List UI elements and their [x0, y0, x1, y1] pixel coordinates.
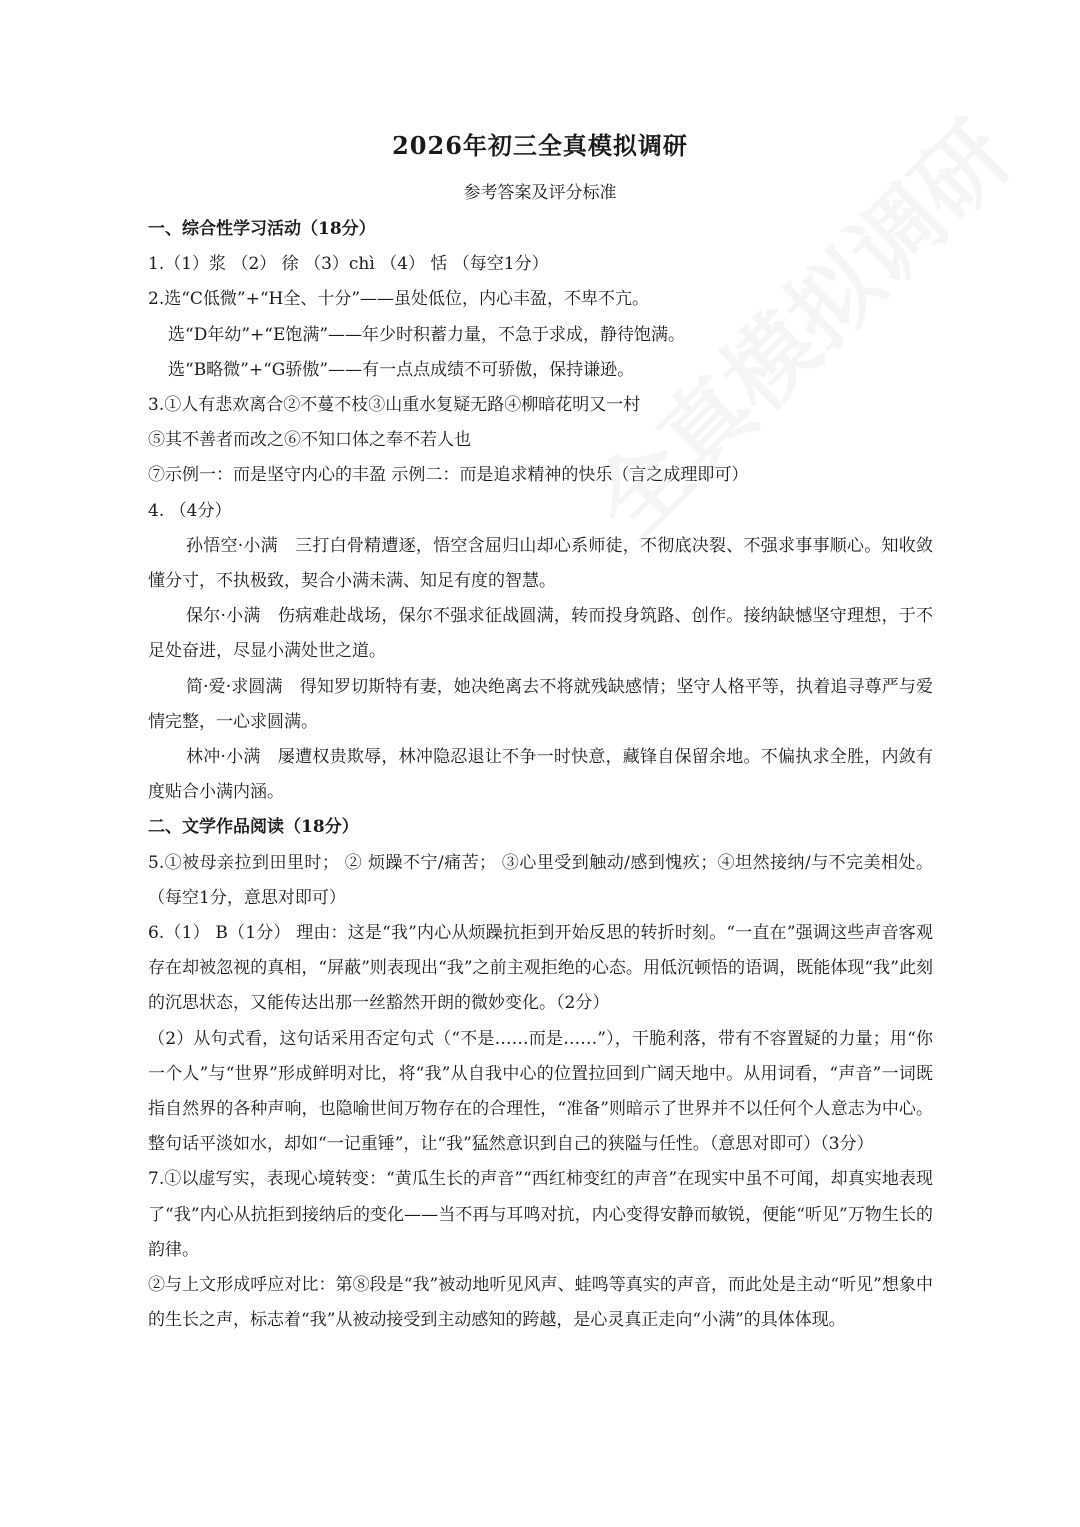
answer-q4: 4. （4分）	[148, 500, 232, 521]
answer-q7-part2: ②与上文形成呼应对比：第⑧段是“我”被动地听见风声、蛙鸣等真实的声音，而此处是主动“听见”想象中的生长之声，标志着“我”从被动接受到主动感知的跨越，是心灵真正走向“小满”的具体体现。	[148, 1275, 933, 1331]
answer-content	[148, 212, 933, 1339]
answer-q6-part2: （2）从句式看，这句话采用否定句式（“不是……而是……”），干脆利落，带有不容置疑的力量；用“你一个人”与“世界”形成鲜明对比，将“我”从自我中心的位置拉回到广阔天地中。从用词看，“声音”一词既指自然界的各种声响，也隐喻世间万物存在的合理性，“准备”则暗示了世界并不以任何个人意志为中心。整句话平淡如水，却如“一记重锤”，让“我”猛然意识到自己的狭隘与任性。（意思对即可）（3分）	[148, 1028, 933, 1155]
answer-q5: 5.①被母亲拉到田里时； ② 烦躁不宁/痛苦； ③心里受到触动/感到愧疚；④坦然接纳/与不完美相处。（每空1分，意思对即可）	[148, 852, 933, 908]
document-title: 2026年初三全真模拟调研	[392, 131, 688, 160]
answer-q3-line: ⑤其不善者而改之⑥不知口体之奉不若人也	[148, 430, 471, 451]
answer-q3-line: ⑦示例一：而是坚守内心的丰盈 示例二：而是追求精神的快乐（言之成理即可）	[148, 465, 749, 486]
answer-q2-option: 选“B略微”+“G骄傲”——有一点点成绩不可骄傲，保持谦逊。	[168, 359, 635, 380]
answer-q7: 7.①以虚写实，表现心境转变：“黄瓜生长的声音”“西红柿变红的声音”在现实中虽不可闻，却真实地表现了“我”内心从抗拒到接纳后的变化——当不再与耳鸣对抗，内心变得安静而敏锐，便能“听见”万物生长的韵律。	[148, 1169, 933, 1260]
answer-q4-paragraph: 保尔·小满 伤病难赴战场，保尔不强求征战圆满，转而投身筑路、创作。接纳缺憾坚守理想，于不足处奋进，尽显小满处世之道。	[148, 606, 933, 662]
answer-q4-paragraph: 林冲·小满 屡遭权贵欺辱，林冲隐忍退让不争一时快意，藏锋自保留余地。不偏执求全胜，内敛有度贴合小满内涵。	[148, 747, 933, 803]
answer-q4-paragraph: 孙悟空·小满 三打白骨精遭逐，悟空含屈归山却心系师徒，不彻底决裂、不强求事事顺心。知收敛懂分寸，不执极致，契合小满未满、知足有度的智慧。	[148, 535, 933, 592]
answer-q3: 3.①人有悲欢离合②不蔓不枝③山重水复疑无路④柳暗花明又一村	[148, 395, 641, 416]
answer-q2: 2.选“C低微”+“H全、十分”——虽处低位，内心丰盈，不卑不亢。	[148, 289, 650, 310]
section-heading: 二、文学作品阅读（18分）	[148, 817, 359, 838]
answer-q2-option: 选“D年幼”+“E饱满”——年少时积蓄力量，不急于求成，静待饱满。	[168, 324, 686, 345]
answer-q1: 1.（1）浆 （2） 徐 （3）chì （4） 恬 （每空1分）	[148, 254, 549, 275]
document-subtitle: 参考答案及评分标准	[463, 183, 617, 203]
answer-q6: 6.（1） B（1分） 理由：这是“我”内心从烦躁抗拒到开始反思的转折时刻。“一直在”强调这些声音客观存在却被忽视的真相，“屏蔽”则表现出“我”之前主观拒绝的心态。用低沉顿悟的语调，既能体现“我”此刻的沉思状态，又能传达出那一丝豁然开朗的微妙变化。（2分）	[148, 923, 933, 1014]
section-heading: 一、综合性学习活动（18分）	[148, 219, 376, 239]
answer-q4-paragraph: 简·爱·求圆满 得知罗切斯特有妻，她决绝离去不将就残缺感情；坚守人格平等，执着追寻尊严与爱情完整，一心求圆满。	[148, 676, 933, 732]
